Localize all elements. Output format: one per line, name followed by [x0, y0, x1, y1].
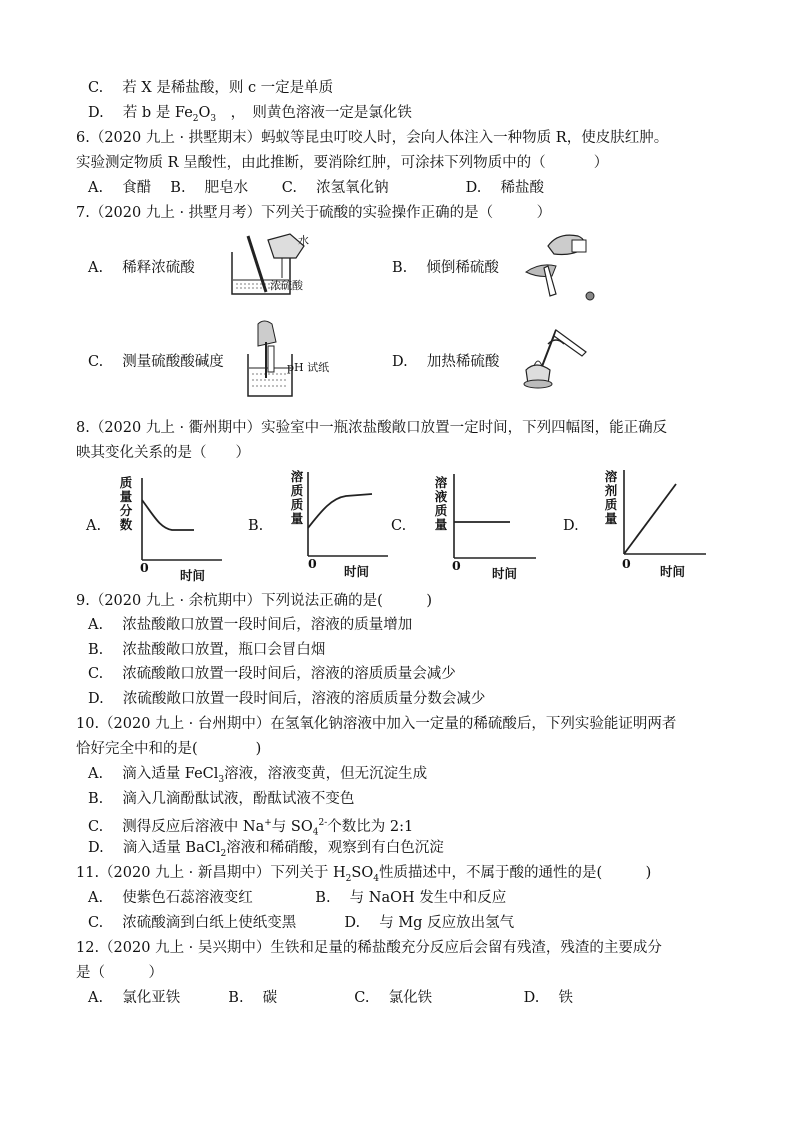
graph-d-origin: 0	[622, 556, 631, 571]
q5-option-c: C. 若 X 是稀盐酸，则 c 一定是单质	[88, 80, 334, 96]
q12-options: A. 氯化亚铁 B. 碳 C. 氯化铁 D. 铁	[88, 990, 574, 1006]
q5-option-d: D. 若 b 是 $Fe_2O_3$ ， 则黄色溶液一定是氯化铁	[88, 105, 412, 124]
graph-d	[618, 468, 710, 560]
graph-b-label: B.	[248, 518, 264, 534]
q9-option-d: D. 浓硫酸敞口放置一段时间后，溶液的溶质质量分数会减少	[88, 691, 486, 707]
q7-option-d: D. 加热稀硫酸	[392, 354, 500, 370]
graph-c-xlabel: 时间	[492, 566, 518, 581]
q11-stem: 11.（2020 九上 · 新昌期中）下列关于 $H_2SO_4$性质描述中，不属于酸的通性的是( )	[76, 865, 652, 884]
graph-c-ylabel: 溶 液 质 量	[434, 475, 448, 532]
heating-illustration	[516, 322, 600, 390]
q8-stem-2: 映其变化关系的是（ ）	[76, 445, 250, 461]
q12-stem-1: 12.（2020 九上 · 吴兴期中）生铁和足量的稀盐酸充分反应后会留有残渣，残渣的主要成分	[76, 940, 662, 956]
graph-a-ylabel: 质 量 分 数	[119, 475, 133, 532]
graph-d-label: D.	[563, 518, 579, 534]
acid-label: 浓硫酸	[270, 279, 303, 292]
q10-stem-1: 10.（2020 九上 · 台州期中）在氢氧化钠溶液中加入一定量的稀硫酸后，下列实验能证明两者	[76, 716, 677, 732]
water-label: 水	[298, 234, 309, 247]
q7-stem: 7.（2020 九上 · 拱墅月考）下列关于硫酸的实验操作正确的是（ ）	[76, 205, 552, 221]
graph-d-xlabel: 时间	[660, 564, 686, 579]
graph-a	[136, 476, 226, 566]
q8-stem-1: 8.（2020 九上 · 衢州期中）实验室中一瓶浓盐酸敞口放置一定时间，下列四幅图，能正确反	[76, 420, 668, 436]
q7-option-c: C. 测量硫酸酸碱度	[88, 354, 224, 370]
q6-stem-2: 实验测定物质 R 呈酸性，由此推断，要消除红肿，可涂抹下列物质中的（ ）	[76, 155, 609, 171]
q6-stem-1: 6.（2020 九上 · 拱墅期末）蚂蚁等昆虫叮咬人时，会向人体注入一种物质 R，使皮肤红肿。	[76, 130, 669, 146]
q9-option-b: B. 浓盐酸敞口放置，瓶口会冒白烟	[88, 642, 326, 658]
q6-options: A. 食醋 B. 肥皂水 C. 浓氢氧化钠 D. 稀盐酸	[88, 180, 545, 196]
q9-stem: 9.（2020 九上 · 余杭期中）下列说法正确的是( )	[76, 593, 432, 609]
q9-option-c: C. 浓硫酸敞口放置一段时间后，溶液的溶质质量会减少	[88, 666, 456, 682]
graph-c-origin: 0	[452, 558, 461, 573]
graph-a-label: A.	[86, 518, 102, 534]
graph-b-curve	[308, 494, 372, 528]
pouring-illustration	[518, 228, 598, 306]
graph-b-xlabel: 时间	[344, 564, 370, 579]
q12-stem-2: 是（ ）	[76, 965, 163, 981]
q11-options-cd: C. 浓硫酸滴到白纸上使纸变黑 D. 与 Mg 反应放出氢气	[88, 915, 515, 931]
q10-option-c: C. 测得反应后溶液中 Na+与 $SO_4^{2-}$个数比为 2:1	[88, 818, 414, 838]
q10-option-d: D. 滴入适量 BaCl$_2$溶液和稀硝酸，观察到有白色沉淀	[88, 840, 444, 859]
graph-b	[302, 470, 392, 562]
graph-d-ylabel: 溶 剂 质 量	[604, 469, 618, 526]
ph-paper-label: pH 试纸	[287, 361, 330, 374]
q7-option-b: B. 倾倒稀硫酸	[392, 260, 499, 276]
graph-c	[448, 472, 540, 564]
graph-b-origin: 0	[308, 556, 317, 571]
q10-option-a: A. 滴入适量 FeCl$_3$溶液，溶液变黄，但无沉淀生成	[88, 766, 428, 785]
graph-a-xlabel: 时间	[180, 568, 206, 583]
q11-options-ab: A. 使紫色石蕊溶液变红 B. 与 NaOH 发生中和反应	[88, 890, 507, 906]
graph-c-label: C.	[391, 518, 407, 534]
q10-option-b: B. 滴入几滴酚酞试液，酚酞试液不变色	[88, 791, 355, 807]
graph-a-curve	[142, 500, 194, 530]
graph-d-curve	[624, 484, 676, 554]
q9-option-a: A. 浓盐酸敞口放置一段时间后，溶液的质量增加	[88, 617, 413, 633]
q10-stem-2: 恰好完全中和的是( )	[76, 741, 262, 757]
graph-b-ylabel: 溶 质 质 量	[290, 469, 304, 526]
q7-option-a: A. 稀释浓硫酸	[88, 260, 195, 276]
graph-a-origin: 0	[140, 560, 149, 575]
